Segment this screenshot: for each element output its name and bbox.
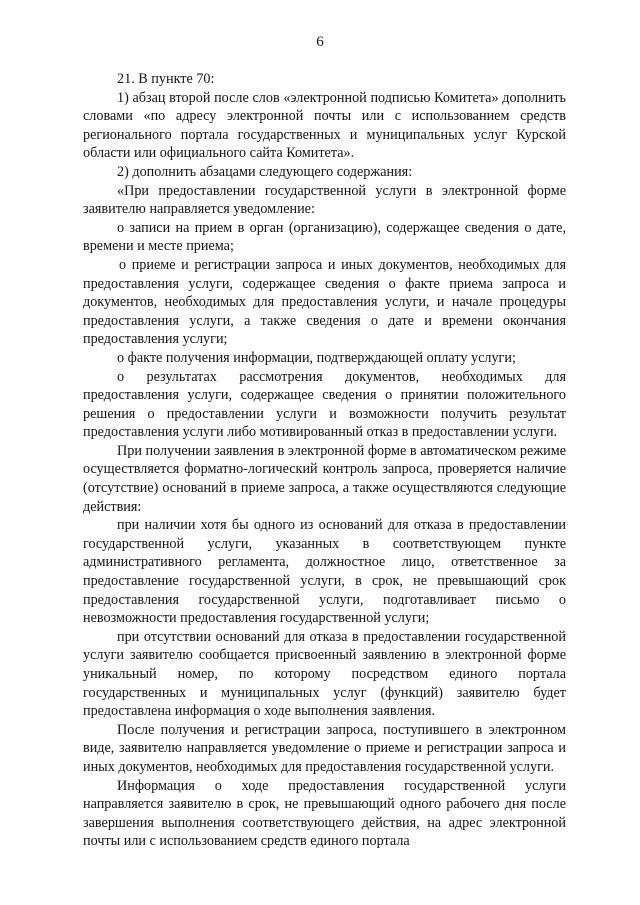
paragraph-payment-info: о факте получения информации, подтверждающей оплату услуги; bbox=[117, 349, 516, 366]
paragraph-refusal-grounds: при наличии хотя бы одного из оснований для отказа в предоставлении государственной услуги, указанных в соответствующем пункте административного регламента, должностное лицо, ответственное за предоставление государственной услуги, в срок, не превышающий срок предоставления государственной услуги, подготавливает письмо о невозможности предоставления государственной услуги; bbox=[83, 517, 566, 627]
paragraph-progress-info: Информация о ходе предоставления государственной услуги направляется заявителю в срок, не превышающий одного рабочего дня после завершения выполнения соответствующего действия, на адрес электронной почты или с использованием средств единого портала bbox=[83, 777, 566, 850]
paragraph-subitem-1: 1) абзац второй после слов «электронной подписью Комитета» дополнить словами «по адресу электронной почты или с использованием средств регионального портала государственных и муниципальных услуг Курской области или официального сайта Комитета». bbox=[83, 89, 566, 162]
paragraph-appointment-record: о записи на прием в орган (организацию), содержащее сведения о дате, времени и месте приема; bbox=[83, 219, 566, 255]
page-number: 6 bbox=[316, 34, 324, 50]
paragraph-item-21-heading: 21. В пункте 70: bbox=[117, 71, 215, 87]
paragraph-request-registration: о приеме и регистрации запроса и иных документов, необходимых для предоставления услуги, содержащее сведения о факте приема запроса и документов, необходимых для предоставления услуги, и начале процедуры предоставления услуги, а также сведения о дате и времени окончания предоставления услуги; bbox=[83, 256, 566, 348]
paragraph-subitem-2: 2) дополнить абзацами следующего содержания: bbox=[117, 163, 413, 180]
paragraph-electronic-application: При получении заявления в электронной форме в автоматическом режиме осуществляется форматно-логический контроль запроса, проверяется наличие (отсутствие) оснований в приеме запроса, а также осуществляются следующие действия: bbox=[83, 442, 566, 515]
paragraph-notification-intro: «При предоставлении государственной услуги в электронной форме заявителю направляется уведомление: bbox=[83, 182, 566, 218]
document-body bbox=[83, 70, 566, 851]
paragraph-after-registration: После получения и регистрации запроса, поступившего в электронном виде, заявителю направляется уведомление о приеме и регистрации запроса и иных документов, необходимых для предоставления государственной услуги. bbox=[83, 721, 566, 775]
paragraph-no-refusal-grounds: при отсутствии оснований для отказа в предоставлении государственной услуги заявителю сообщается присвоенный заявлению в электронной форме уникальный номер, по которому посредством единого портала государственных и муниципальных услуг (функций) заявителю будет предоставлена информация о ходе выполнения заявления. bbox=[83, 628, 566, 720]
paragraph-review-results: о результатах рассмотрения документов, необходимых для предоставления услуги, содержащее сведения о принятии положительного решения о предоставлении услуги и возможности получить результат предоставления услуги либо мотивированный отказ в предоставлении услуги. bbox=[83, 368, 566, 441]
